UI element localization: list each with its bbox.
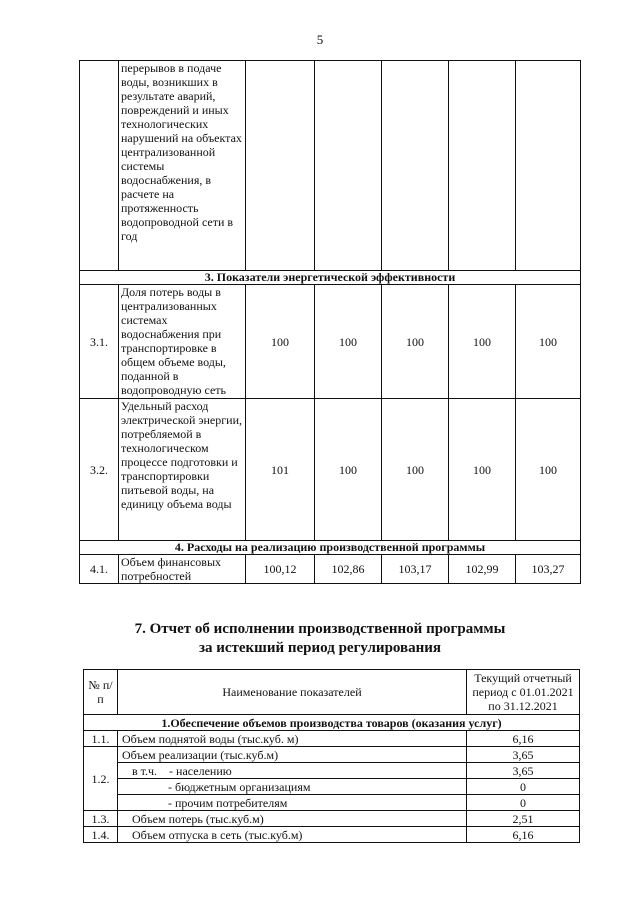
value-cell: 0 <box>467 779 580 795</box>
section-1-title: 1.Обеспечение объемов производства товаров (оказания услуг) <box>84 715 580 731</box>
section-4-title: 4. Расходы на реализацию производственной программы <box>80 541 581 555</box>
value-cell: 3,65 <box>467 763 580 779</box>
value-cell: 100 <box>516 399 581 541</box>
indicator-name: в т.ч. - населению <box>118 763 467 779</box>
section-header-row <box>80 271 581 285</box>
indicator-name: Объем реализации (тыс.куб.м) <box>118 747 467 763</box>
section-7-title-line-2: за истекший период регулирования <box>198 640 442 656</box>
value-cell: 100 <box>449 285 516 399</box>
row-number: 1.1. <box>84 731 118 747</box>
section-header-row <box>80 541 581 555</box>
row-number: 3.1. <box>80 285 119 399</box>
page-number: 5 <box>316 32 324 47</box>
indicator-name: - бюджетным организациям <box>118 779 467 795</box>
header-row <box>84 670 580 715</box>
indicator-name: Доля потерь воды в централизованных системах водоснабжения при транспортировке в общем объеме воды, поданной в водопроводную сеть <box>119 285 246 399</box>
table-row <box>84 811 580 827</box>
value-cell: 0 <box>467 795 580 811</box>
table-row <box>84 779 580 795</box>
row-number: 3.2. <box>80 399 119 541</box>
table-row <box>84 827 580 843</box>
table-row <box>80 285 581 399</box>
section-7-title-line-1: 7. Отчет об исполнении производственной программы <box>134 621 506 637</box>
value-cell: 3,65 <box>467 747 580 763</box>
indicator-name: Объем потерь (тыс.куб.м) <box>118 811 467 827</box>
value-cell: 100,12 <box>246 555 315 584</box>
header-name: Наименование показателей <box>118 670 467 715</box>
section-header-row <box>84 715 580 731</box>
value-cell: 103,27 <box>516 555 581 584</box>
value-cell: 100 <box>382 285 449 399</box>
table-row <box>84 763 580 779</box>
indicator-name: перерывов в подаче воды, возникших в результате аварий, повреждений и иных технологических нарушений на объектах централизованной системы водоснабжения, в расчете на протяженность водопроводной сети в год <box>119 61 246 271</box>
report-table <box>83 669 580 843</box>
row-number: 4.1. <box>80 555 119 584</box>
header-num: № п/п <box>84 670 118 715</box>
table-row <box>80 555 581 584</box>
indicator-name: Объем отпуска в сеть (тыс.куб.м) <box>118 827 467 843</box>
value-cell: 100 <box>516 285 581 399</box>
table-row <box>84 731 580 747</box>
header-period: Текущий отчетный период с 01.01.2021 по 31.12.2021 <box>467 670 580 715</box>
value-cell: 100 <box>382 399 449 541</box>
row-number: 1.3. <box>84 811 118 827</box>
value-cell: 102,99 <box>449 555 516 584</box>
indicator-name: - прочим потребителям <box>118 795 467 811</box>
section-7-heading <box>0 620 640 658</box>
value-cell: 100 <box>246 285 315 399</box>
indicator-name: Объем поднятой воды (тыс.куб. м) <box>118 731 467 747</box>
table-row <box>84 747 580 763</box>
value-cell: 6,16 <box>467 731 580 747</box>
table-row <box>84 795 580 811</box>
value-cell: 103,17 <box>382 555 449 584</box>
row-number: 1.4. <box>84 827 118 843</box>
indicator-name: Объем финансовых потребностей <box>119 555 246 584</box>
value-cell: 2,51 <box>467 811 580 827</box>
value-cell: 100 <box>315 399 382 541</box>
value-cell: 100 <box>315 285 382 399</box>
value-cell: 102,86 <box>315 555 382 584</box>
table-row <box>80 61 581 271</box>
value-cell: 101 <box>246 399 315 541</box>
indicator-name: Удельный расход электрической энергии, потребляемой в технологическом процессе подготовки и транспортировки питьевой воды, на единицу объема воды <box>119 399 246 541</box>
section-3-title: 3. Показатели энергетической эффективности <box>80 271 581 285</box>
value-cell: 6,16 <box>467 827 580 843</box>
table-row <box>80 399 581 541</box>
row-number: 1.2. <box>84 747 118 811</box>
indicators-table <box>79 60 581 584</box>
value-cell: 100 <box>449 399 516 541</box>
